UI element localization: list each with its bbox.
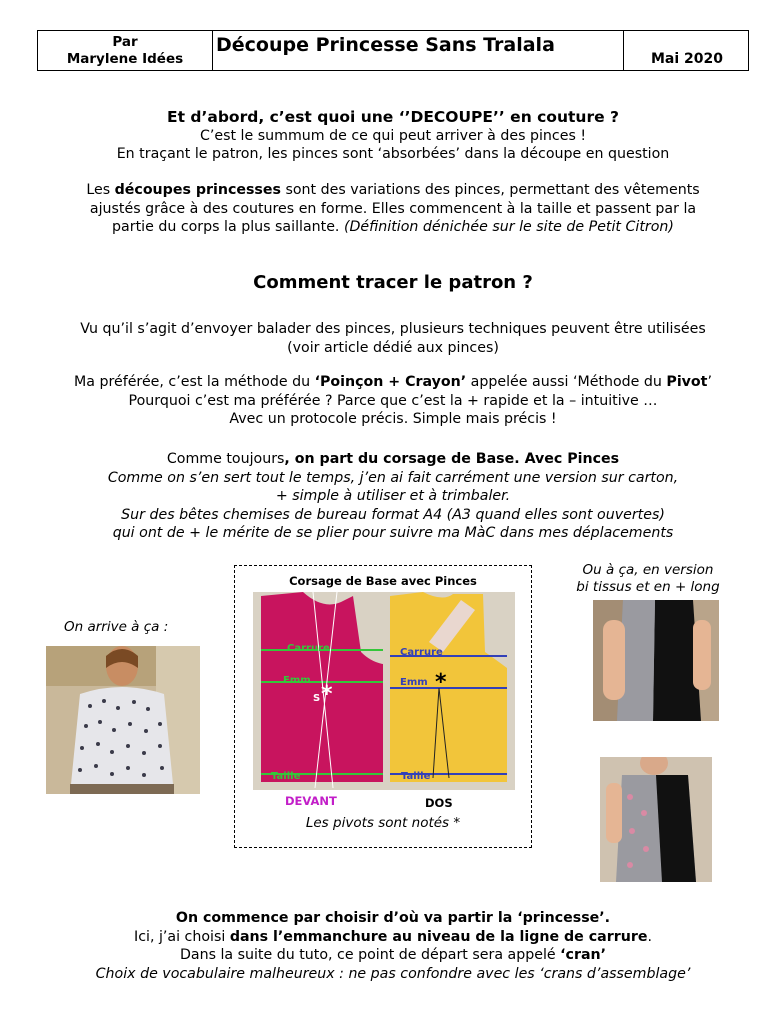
section2-block3: [0, 450, 768, 543]
right-photo-top: [593, 600, 719, 721]
section2-line1: Vu qu’il s’agit d’envoyer balader des pinces, plusieurs techniques peuvent être utilisées: [80, 321, 706, 337]
document-title: Découpe Princesse Sans Tralala: [216, 34, 555, 56]
intro-p2-line1: Les découpes princesses sont des variations des pinces, permettant des vêtements: [86, 182, 700, 198]
right-photo-bottom: [600, 757, 712, 882]
document-date: Mai 2020: [623, 31, 750, 70]
back-label: DOS: [425, 796, 453, 810]
intro-p2-line2: ajustés grâce à des coutures en forme. Elles commencent à la taille et passent par la: [89, 200, 697, 217]
front-label: DEVANT: [285, 794, 337, 808]
pivot-caption: Les pivots sont notés *: [305, 815, 461, 831]
section2-line2: (voir article dédié aux pinces): [287, 339, 499, 356]
back-taille-label: Taille: [401, 771, 431, 782]
pattern-illustration: [253, 592, 515, 790]
author-line1: Par: [112, 34, 138, 50]
section2-line9: Sur des bêtes chemises de bureau format A4 (A3 quand elles sont ouvertes): [121, 506, 665, 523]
author-cell: [38, 31, 213, 70]
section2-line8: + simple à utiliser et à trimbaler.: [275, 488, 511, 504]
front-emm-label: Emm: [283, 675, 311, 686]
section2-line3: Ma préférée, c’est la méthode du ‘Poinçon + Crayon’ appelée aussi ‘Méthode du Pivot’: [74, 374, 712, 390]
section2-heading: Comment tracer le patron ?: [253, 272, 533, 293]
footer-line2: Ici, j’ai choisi dans l’emmanchure au niveau de la ligne de carrure.: [134, 928, 652, 945]
diagram-title: Corsage de Base avec Pinces: [289, 574, 477, 588]
right-caption-line2: bi tissus et en + long: [576, 579, 720, 595]
left-photo: [46, 646, 200, 794]
front-pivot-star: *: [321, 682, 333, 707]
right-caption: [566, 562, 730, 596]
footer-line1: On commence par choisir d’où va partir la ‘princesse’.: [175, 910, 611, 926]
back-carrure-label: Carrure: [400, 647, 443, 658]
intro-heading: Et d’abord, c’est quoi une ‘’DECOUPE’’ en couture ?: [167, 108, 619, 126]
right-caption-line1: Ou à ça, en version: [582, 562, 714, 578]
intro-p2-line3: partie du corps la plus saillante. (Définition dénichée sur le site de Petit Citron): [112, 219, 674, 235]
intro-line1: C’est le summum de ce qui peut arriver à des pinces !: [199, 127, 587, 144]
author-line2: Marylene Idées: [66, 51, 184, 67]
footer-line3: Dans la suite du tuto, ce point de départ sera appelé ‘cran’: [179, 947, 607, 963]
left-caption: On arrive à ça :: [64, 619, 169, 635]
section2-line4: Pourquoi c’est ma préférée ? Parce que c’est la + rapide et la – intuitive …: [128, 392, 658, 409]
front-taille-label: Taille: [271, 771, 301, 782]
back-pivot-star: *: [435, 670, 447, 695]
intro-paragraph2: [0, 181, 768, 237]
pattern-diagram-box: [234, 565, 532, 848]
intro-section: [0, 108, 768, 164]
back-emm-label: Emm: [400, 677, 428, 688]
footer-line4: Choix de vocabulaire malheureux : ne pas confondre avec les ‘crans d’assemblage’: [95, 965, 691, 982]
front-carrure-label: Carrure: [287, 643, 330, 654]
footer-section: [0, 909, 768, 983]
section2-line5: Avec un protocole précis. Simple mais précis !: [229, 411, 557, 427]
front-s-label: S: [313, 693, 321, 704]
section2-block1: [0, 320, 768, 357]
section2-line10: qui ont de + le mérite de se plier pour suivre ma MàC dans mes déplacements: [112, 525, 674, 541]
section2-line7: Comme on s’en sert tout le temps, j’en ai fait carrément une version sur carton,: [107, 469, 679, 486]
intro-line2: En traçant le patron, les pinces sont ‘absorbées’ dans la découpe en question: [116, 146, 670, 162]
section2-line6: Comme toujours, on part du corsage de Base. Avec Pinces: [166, 451, 620, 467]
section2-block2: [0, 373, 768, 429]
header-table: [37, 30, 749, 71]
